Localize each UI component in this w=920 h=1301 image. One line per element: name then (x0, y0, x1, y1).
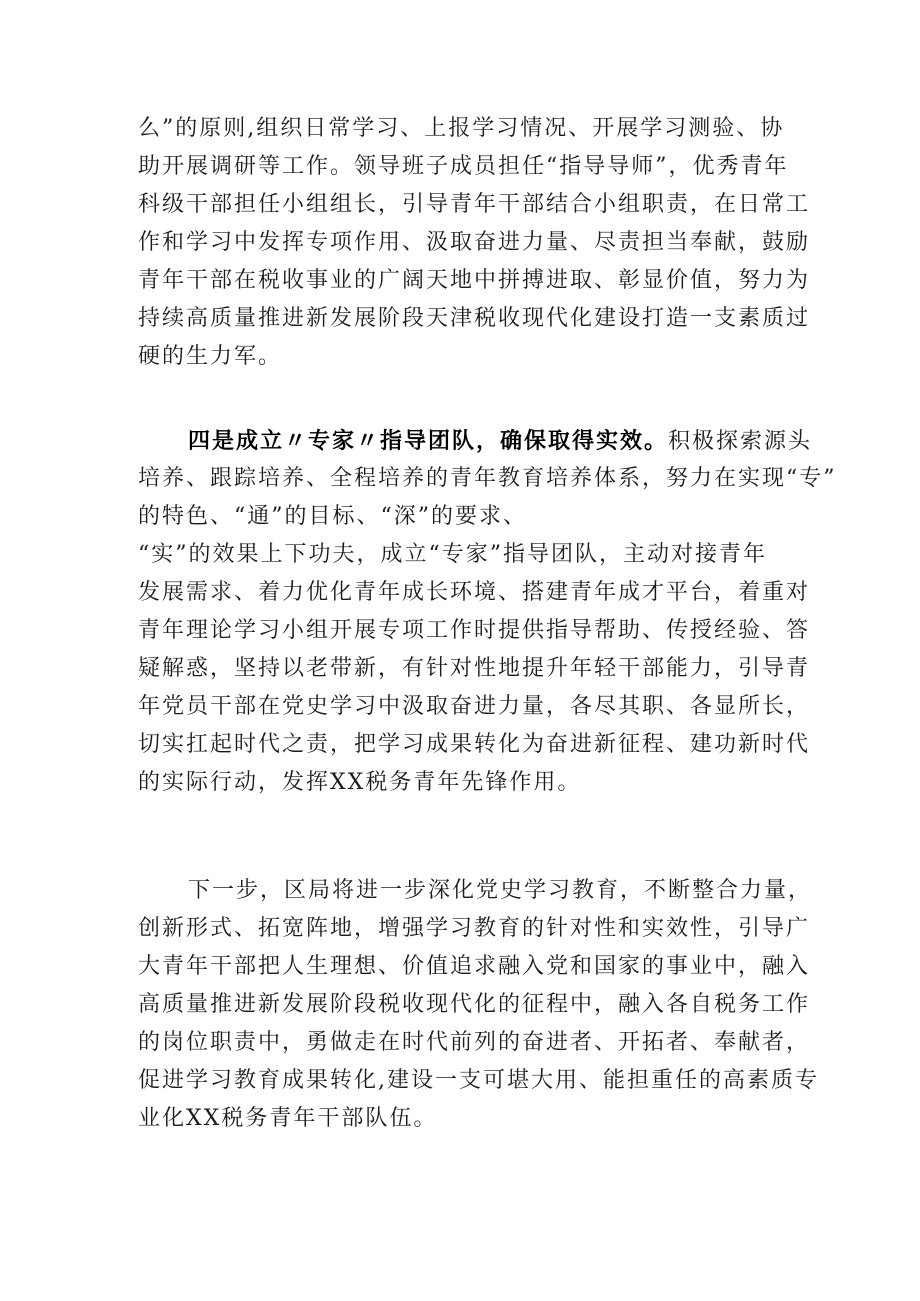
text-line: 青年理论学习小组开展专项工作时提供指导帮助、传授经验、答 (138, 618, 811, 643)
text-line: 青年干部在税收事业的广阔天地中拼搏进取、彰显价值，努力为 (138, 268, 811, 293)
text-line: 助开展调研等工作。领导班子成员担任“指导导师”，优秀青年 (138, 154, 789, 179)
section-heading: 四是成立〃专家〃指导团队，确保取得实效。 (188, 428, 669, 454)
text-line: “实”的效果上下功夫，成立“专家”指导团队，主动对接青年 (138, 542, 767, 567)
text-line: 下一步，区局将进一步深化党史学习教育，不断整合力量， (188, 878, 813, 903)
text-line: 的实际行动，发挥XX税务青年先锋作用。 (138, 770, 582, 795)
text-line: 作和学习中发挥专项作用、汲取奋进力量、尽责担当奉献，鼓励 (138, 230, 811, 255)
text-line: 年党员干部在党史学习中汲取奋进力量，各尽其职、各显所长， (138, 694, 811, 719)
text-line: 创新形式、拓宽阵地，增强学习教育的针对性和实效性，引导广 (138, 916, 811, 941)
text-line: 发展需求、着力优化青年成长环境、搭建青年成才平台，着重对 (138, 580, 811, 605)
paragraph-1 (138, 110, 818, 376)
text-line: 大青年干部把人生理想、价值追求融入党和国家的事业中，融入 (138, 954, 811, 979)
paragraph-2 (138, 422, 837, 802)
text-line: 高质量推进新发展阶段税收现代化的征程中，融入各自税务工作 (138, 992, 811, 1017)
text-line: 的岗位职责中，勇做走在时代前列的奋进者、开拓者、奉献者， (138, 1030, 811, 1055)
text-line: 培养、跟踪培养、全程培养的青年教育培养体系，努力在实现“专” (138, 466, 837, 491)
text-line: 持续高质量推进新发展阶段天津税收现代化建设打造一支素质过 (138, 306, 811, 331)
heading-continuation: 积极探索源头 (668, 429, 813, 454)
paragraph-3 (138, 872, 818, 1138)
text-line: 疑解惑，坚持以老带新，有针对性地提升年轻干部能力，引导青 (138, 656, 811, 681)
text-line: 科级干部担任小组组长，引导青年干部结合小组职责，在日常工 (138, 192, 811, 217)
text-line: 促进学习教育成果转化,建设一支可堪大用、能担重任的高素质专 (138, 1068, 819, 1093)
text-line: 么”的原则,组织日常学习、上报学习情况、开展学习测验、协 (138, 116, 785, 141)
text-line: 切实扛起时代之责，把学习成果转化为奋进新征程、建功新时代 (138, 732, 811, 757)
text-line: 的特色、“通”的目标、“深”的要求、 (138, 504, 527, 529)
text-line: 业化XX税务青年干部队伍。 (138, 1106, 438, 1131)
paragraph-2-first-line (138, 422, 818, 460)
text-line: 硬的生力军。 (138, 344, 283, 369)
